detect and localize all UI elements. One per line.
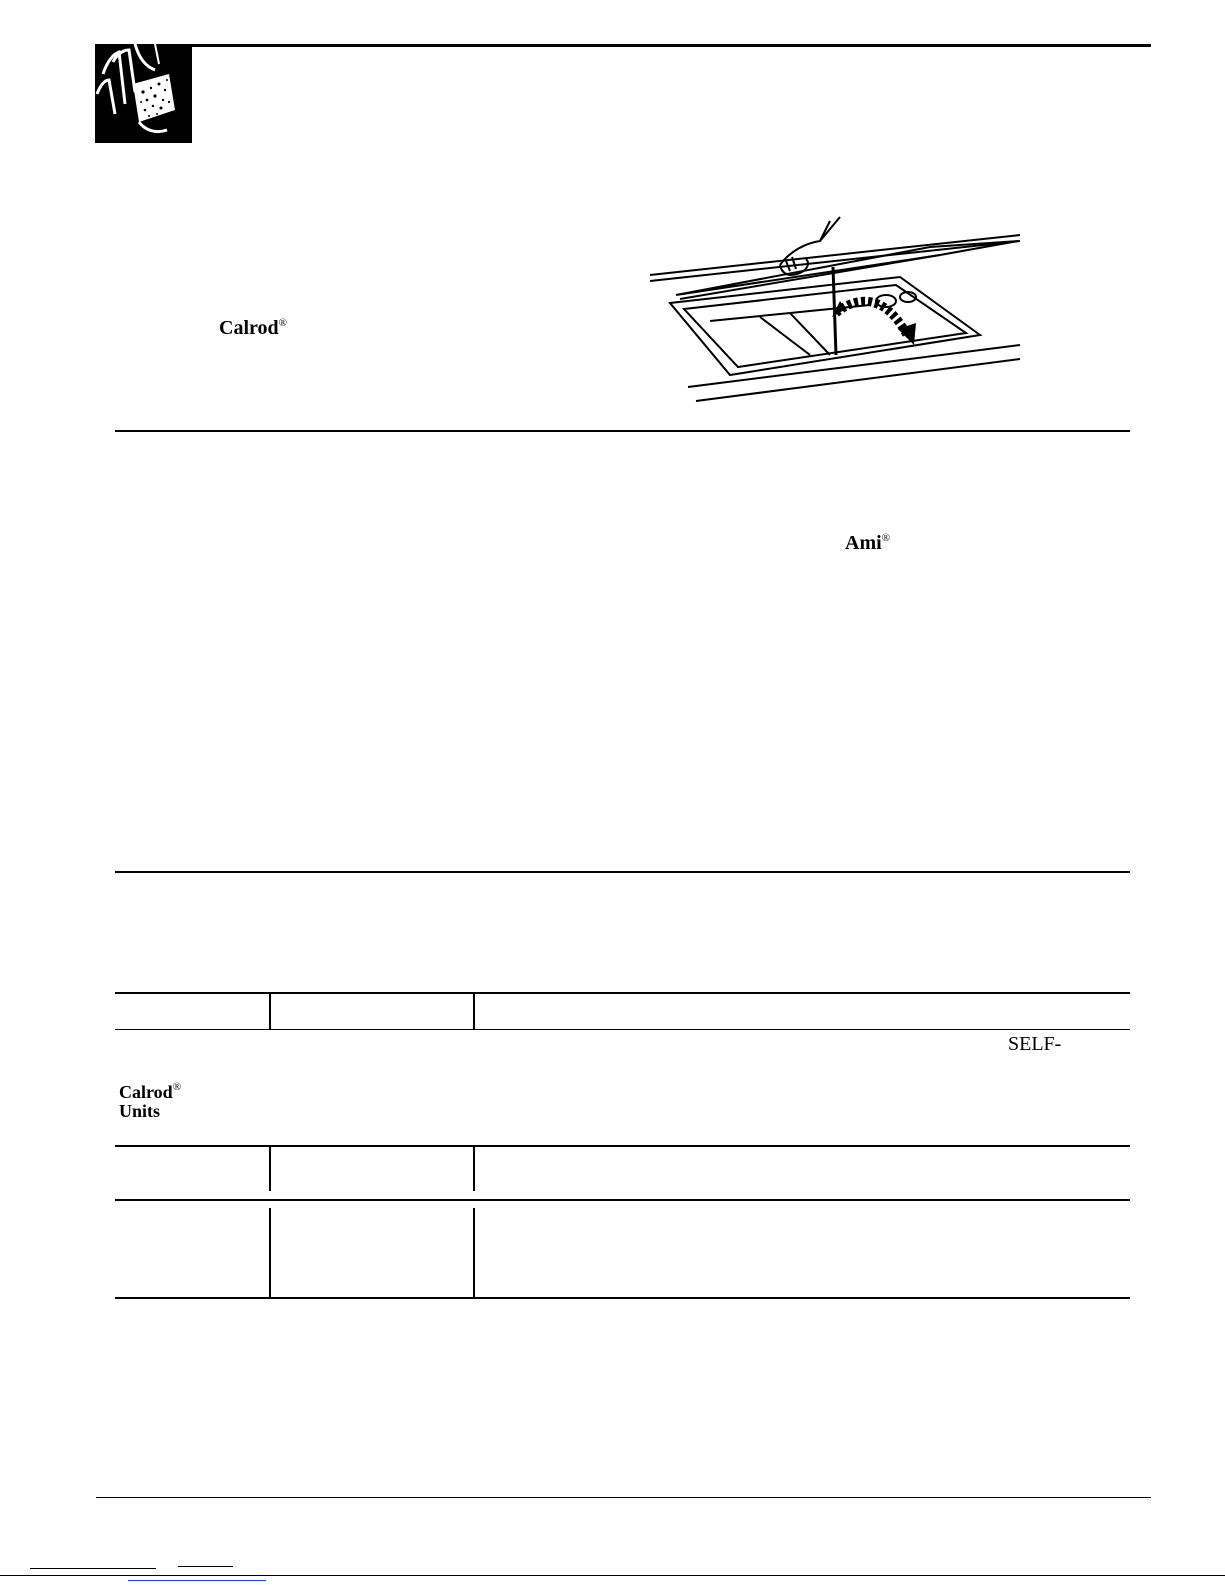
header-rule <box>96 44 1151 47</box>
footer-rule <box>96 1497 1151 1498</box>
section-divider-2 <box>115 871 1130 873</box>
table-row-rule-2 <box>115 1199 1130 1201</box>
calrod-registered-mark: ® <box>278 317 287 329</box>
table-col-rule-2-row-2 <box>473 1145 475 1191</box>
table-col-rule-1-header <box>269 994 271 1030</box>
bottom-edge-fragment-1 <box>30 1568 156 1569</box>
table-col-rule-1-row-2 <box>269 1145 271 1191</box>
hand-lifting-cooktop-illustration <box>640 205 1030 405</box>
table-row-rule-1 <box>115 1145 1130 1147</box>
table-top-rule <box>115 992 1130 994</box>
link-underline <box>128 1580 266 1581</box>
table-header-rule <box>115 1029 1130 1030</box>
table-col-rule-2-header <box>473 994 475 1030</box>
table-row-1-part-line2: Units <box>119 1101 161 1121</box>
ami-label-text: Ami <box>845 532 882 554</box>
ami-label <box>845 527 890 554</box>
table-bottom-rule <box>115 1297 1130 1299</box>
section-divider-1 <box>115 430 1130 432</box>
table-row-1-part-mark: ® <box>172 1081 182 1093</box>
bottom-edge-rule <box>0 1575 1225 1576</box>
bottom-edge-fragment-2 <box>178 1566 233 1567</box>
table-col-rule-2-row-3 <box>473 1208 475 1298</box>
cleaning-table <box>115 992 1130 1300</box>
calrod-label-text: Calrod <box>219 317 279 339</box>
table-col-rule-1-row-3 <box>269 1208 271 1298</box>
hand-with-sponge-icon <box>95 44 192 143</box>
table-row-1-part-name: Calrod <box>119 1082 173 1102</box>
calrod-label <box>219 312 287 339</box>
table-row-1-cleaning: SELF- <box>1008 1033 1062 1055</box>
table-row-1-part <box>119 1078 181 1121</box>
ami-registered-mark: ® <box>881 532 891 544</box>
